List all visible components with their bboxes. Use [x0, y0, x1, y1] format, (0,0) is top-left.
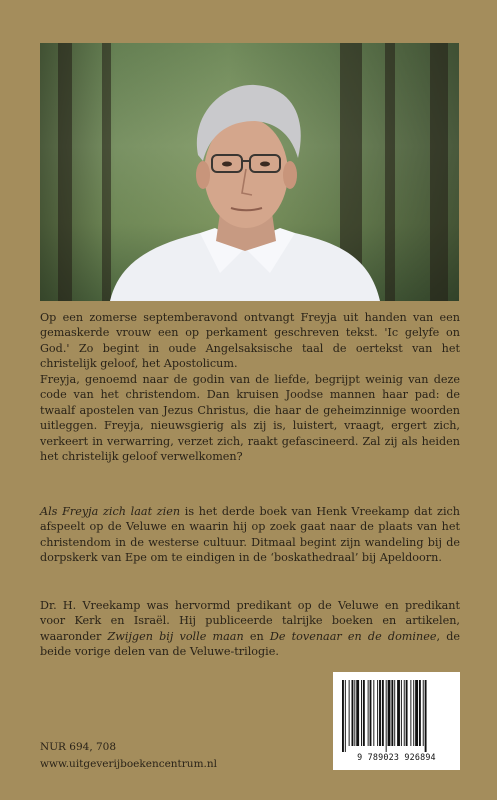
publisher-url: www.uitgeverijboekencentrum.nl: [40, 758, 217, 770]
nur-code: NUR 694, 708: [40, 741, 117, 753]
barcode-bar: [401, 680, 402, 746]
barcode-bar: [363, 680, 365, 746]
barcode-bar: [386, 680, 387, 752]
author-photo: [40, 43, 459, 301]
intro-text: Op een zomerse septemberavond ontvangt Freyja uit handen van een gemaskerde vrouw een op perkament geschreven tekst. 'Ic gelyfe on God.' Zo begint in oude Angelsaksische taal de oertekst van het christelijk geloof, het Apostolicum.: [40, 311, 460, 371]
barcode-bar: [342, 680, 344, 752]
barcode-bar: [423, 680, 424, 746]
author-bio-text-c: , de beide vorige delen van de Veluwe-trilogie.: [40, 629, 460, 659]
barcode-bar: [419, 680, 421, 746]
author-bio-paragraph: [40, 598, 460, 660]
barcode-bar: [406, 680, 408, 746]
barcode-bar: [388, 680, 391, 746]
barcode-bar: [349, 680, 350, 746]
barcode-bar: [377, 680, 378, 746]
previous-book-title-2: De tovenaar en de dominee: [269, 629, 437, 643]
barcode-bar: [356, 680, 359, 746]
barcode-bar: [391, 680, 393, 746]
barcode-bar: [361, 680, 362, 746]
book-description-paragraph: [40, 504, 460, 566]
author-bio-text-a: Dr. H. Vreekamp was hervormd predikant op de Veluwe en predikant voor Kerk en Israël. Hij publiceerde talrijke boeken en artikelen, waaronder: [40, 599, 460, 643]
barcode-bars: [341, 680, 452, 752]
barcode-bar: [394, 680, 395, 746]
author-bio: [40, 598, 460, 660]
isbn-digits: 9 789023 926894: [357, 752, 436, 762]
barcode-bar: [368, 680, 369, 746]
intro-paragraph: [40, 310, 460, 372]
barcode-bar: [370, 680, 372, 746]
barcode-bar: [413, 680, 414, 746]
author-portrait-illustration: [40, 43, 459, 301]
author-bio-text-b: en: [243, 629, 270, 643]
previous-book-title-1: Zwijgen bij volle maan: [107, 629, 244, 643]
book-description-text: is het derde boek van Henk Vreekamp dat zich afspeelt op de Veluwe en waarin hij op zoek gaat naar de plaats van het christendom in de westerse cultuur. Ditmaal begint zijn wandeling bij de dorpskerk van Epe om te eindigen in de ‘boskathedraal’ bij Apeldoorn.: [40, 505, 461, 565]
barcode-bar: [404, 680, 405, 746]
isbn-barcode: [333, 672, 460, 770]
barcode-bar: [354, 680, 355, 746]
barcode-bar: [415, 680, 418, 746]
barcode-bar: [373, 680, 374, 746]
story-text: Freyja, genoemd naar de godin van de liefde, begrijpt weinig van deze code van het christendom. Dan kruisen Joodse mannen haar pad: de twaalf apostelen van Jezus Christus, die haar de geheimzinnige woorden uitleggen. Freyja, nieuwsgierig als zij is, luistert, vraagt, ergert zich, verkeert in verwarring, verzet zich, raakt gefascineerd. Zal zij als heiden het christelijk geloof verwelkomen?: [40, 373, 460, 464]
barcode-bar: [382, 680, 384, 746]
barcode-bar: [352, 680, 354, 746]
barcode-bar: [410, 680, 411, 746]
barcode-bar: [397, 680, 400, 746]
barcode-bar: [425, 680, 427, 752]
book-title-italic: Als Freyja zich laat zien: [40, 505, 181, 518]
story-paragraph: [40, 372, 460, 464]
book-description: [40, 504, 460, 566]
barcode-bar: [379, 680, 381, 746]
barcode-bar: [345, 680, 346, 752]
